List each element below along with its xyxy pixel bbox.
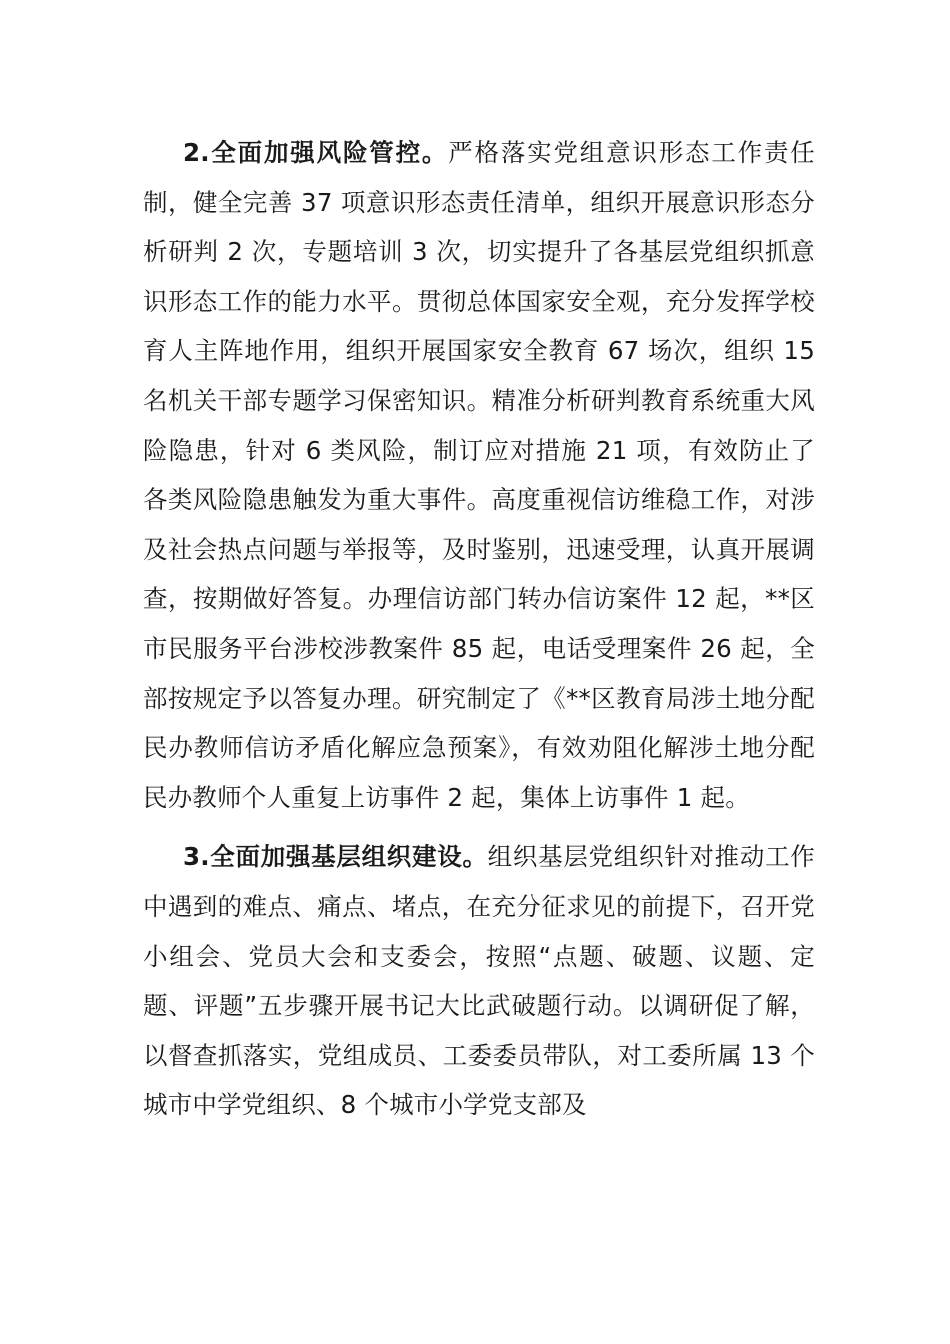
paragraph-heading: 2.全面加强风险管控。: [183, 138, 449, 167]
paragraph-risk-control: [143, 128, 815, 822]
paragraph-heading: 3.全面加强基层组织建设。: [183, 842, 488, 872]
paragraph-body: 组织基层党组织针对推动工作中遇到的难点、痛点、堵点，在充分征求见的前提下，召开党小组会、党员大会和支委会，按照“点题、破题、议题、定题、评题”五步骤开展书记大比武破题行动。以调研促了解，以督查抓落实，党组成员、工委委员带队，对工委所属 13 个城市中学党组织、8 个城市小学党支部及: [143, 842, 815, 1120]
document-page: [143, 128, 815, 1130]
paragraph-grassroots-organization: [143, 832, 815, 1130]
paragraph-body: 严格落实党组意识形态工作责任制，健全完善 37 项意识形态责任清单，组织开展意识形态分析研判 2 次，专题培训 3 次，切实提升了各基层党组织抓意识形态工作的能力水平。贯彻总体国家安全观，充分发挥学校育人主阵地作用，组织开展国家安全教育 67 场次，组织 15 名机关干部专题学习保密知识。精准分析研判教育系统重大风险隐患，针对 6 类风险，制订应对措施 21 项，有效防止了各类风险隐患触发为重大事件。高度重视信访维稳工作，对涉及社会热点问题与举报等，及时鉴别，迅速受理，认真开展调查，按期做好答复。办理信访部门转办信访案件 12 起，**区市民服务平台涉校涉教案件 85 起，电话受理案件 26 起，全部按规定予以答复办理。研究制定了《**区教育局涉土地分配民办教师信访矛盾化解应急预案》，有效劝阻化解涉土地分配民办教师个人重复上访事件 2 起，集体上访事件 1 起。: [143, 138, 815, 812]
